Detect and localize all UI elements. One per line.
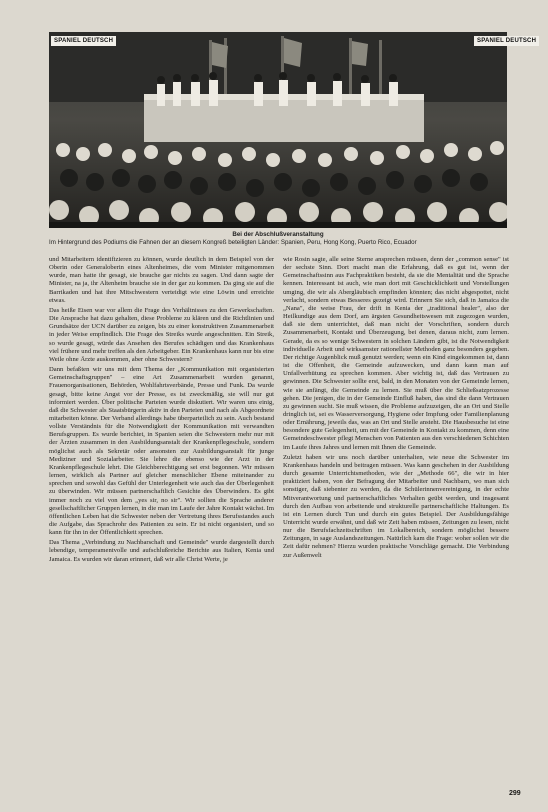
photo-label-right: SPANIEL DEUTSCH [474,36,539,46]
paragraph: wie Rosin sagte, alle seine Sterne ansprechen müssen, denn der „common sense" ist der sechste Sinn. Dort macht man die Erfahrung, daß es gut ist, wenn der Gemeinschaftssinn aus Fachpraktiken besteht, da sie die Mentalität und die Sprache kennen. Interessant ist auch, wie man dort mit Geschicklichkeit und Vorstellungen umging, die wir als Abergläubisch empfinden könnten; das nicht abgespottet, nicht verlacht, sondern etwas Besseres gezeigt wird. Erinnern Sie sich, daß in Jamaica die „Nana", die weise Frau, der drift in Kenia der „traditional healer", also der Heilkundige aus dem Dorf, am ärgsten Gesundheitswesen mit zugezogen wurden, daß sie dem unterrichtet, daß man nicht der Vorschriften, sondern durch Zusammenarbeit, Kontakt und Überzeugung, bei denen, daraus nicht, zum lernen. Gerade, da es so wenige Schwestern in solchen Ländern gibt, ist die Notwendigkeit individuelle Arbeit und wirksamster rationellster Methoden ganz besonders gegeben. Der richtige Augenblick muß genutzt werden; wenn ein Kind eingekommen ist, dann ist die Offenheit, die Gemeinde aufzuwecken, und dann kann man auf Unfallverhütung zu sprechen kommen. Aber wichtig ist, daß das Vertrauen zu gewinnen. Die Schwester sollte erst, bald, in den Monaten von der Gemeinde lernen, wie sie anfängt, die Gemeinde zu lernen. Sie muß über die Schließsatzprozesse gehen. Die jenigen, die in der Gemeinde Einfluß haben, das sind die dann Vertrauen zu gewinnen sucht. Sie muß wissen, die Probleme aufzuzeigen, die an Ort und Stelle dringlich ist, sei es Wasserversorgung, Hygiene oder Impfung oder Familienplanung oder Ernährung, jeweils das, was an Ort und Stelle ansteht. Die Hausbesuche ist eine besondere gute Gelegenheit, um mit der Gemeinde in Kontakt zu kommen, denn eine Gemeindeschwester pflegt Menschen von Patienten aus den verschiedenen Schichten im Laufe ihres Jahres und lernen mit Ihnen die Gemeinde. [283,256,509,451]
congress-photo [49,32,507,228]
audience-hall-image [49,32,507,228]
paragraph: Das Thema „Verbindung zu Nachbarschaft und Gemeinde" wurde dargestellt durch lebendige, temperamentvolle und aufschlußreiche Berichte aus Italien, Kenia und Jamaica. Es wurden wir daran erinnert, daß wir alle Christ Werte, je [49,539,274,563]
caption-title: Bei der Abschlußveranstaltung [232,231,324,238]
page-number: 299 [509,790,521,797]
photo-caption [49,231,507,247]
caption-text: Im Hintergrund des Podiums die Fahnen der an diesem Kongreß beteiligten Länder: Spanien, Peru, Hong Kong, Puerto Rico, Ecuador [49,239,417,246]
paragraph: Das heiße Eisen war vor allem die Frage des Verhältnisses zu den Gewerkschaften. Die Ansprache hat dazu gehalten, diese Probleme zu klären und die Richtlinien und Grundsätze der UCN darüber zu zeigen, bis zu einer konstruktiven Zusammenarbeit in jeder Weise empfindlich. Die Frage des Streiks wurde angeschnitten. Ein Streik, so wurde gesagt, würde das Ansehen des Berufes schädigen und das Krankenhaus viel frühere und mehr treffen als den Arbeitgeber. Ein Krankenhaus kann nur bis eine Weile ohne Ärzte auskommen, aber ohne Schwestern? [49,306,274,363]
text-column-right [283,256,509,562]
paragraph: Dann befaßten wir uns mit dem Thema der „Kommunikation mit organisierten Gemeinschaftsgruppen" – eine Art Zusammenarbeit wurden genannt, Frauenorganisationen, Behörden, Wohlfahrtsverbände, Presse und Funk. Da wurde gesagt, bitte keine Angst vor der Presse, es ist zweckmäßig, sie will nur gut informiert werden. Über politische Parteien wurde diskutiert. Wir waren uns einig, daß die Schwester als Staatsbürgerin aktiv in den Parteien und nach als Abgeordnete mitarbeiten könne. Der Verband allerdings habe überparteilich zu sein. Auch bestand vollste Verständnis für die Notwendigkeit der Kommunikation mit verwandten Berufsgruppen. Es wurde berichtet, in Spanien seien die Schwestern mehr nur mit der Ärzten zusammen in den Ausbildungsanstalt der Krankenpflegeschule, sondern möglichst auch als Sekretär oder ansonsten zur Ausbildungsanstalt für junge Mediziner und Sozialarbeiter. Sie lehre die ebenso wie der Arzt in der Krankenpflegeschule lehrt. Die Gleichberechtigung sei erst begonnen. Wir müssen lernen, wirklich als Partner auf gleicher menschlicher Ebene miteinander zu sprechen und sowohl das Gefühl der Unterlegenheit wie auch das der Überlegenheit zu überwinden. Wir müssen partnerschaftlich Gesichte des Überwinders. Es gibt immer noch zu viel von dem „yes sir, no sir". Wir sollten die Sprache anderer gesellschaftlicher Gruppen lernen, in die man im Laufe der Jahre Kontakt wächst. Im öffentlichen Leben hat die Schwester neben der Vertretung ihres Berufsstandes auch die Aufgabe, das Sprachrohr des Patienten zu sein. Er ist nicht organisiert, und so kann für ihn in der Öffentlichkeit sprechen. [49,366,274,537]
paragraph: Zuletzt haben wir uns noch darüber unterhalten, wie neue die Schwester im Krankenhaus handeln und beitragen müssen. Was kann geschehen in der Ausbildung durch gesamte Unterrichtsmethoden, wie der „Methode 66", die wir in hier praktiziert haben, von der Befragung der Mitarbeiter und Nachbarn, wo man sich sonstiger, daß siebenter zu werden, da die Schülerinnenvereinigung, in der echte Mitverantwortung und partnerschaftliches Verhalten geübt werden, und insgesamt durch den Aufbau von arbeitende und strukturelle partnerschaftliche Haltungen. Es ist ein Lernen durch Tun und durch ein gutes Beispiel. Der Ausbildungsfähige Unterricht wurde erwähnt, und daß wir Zeit haben müssen, Zeitungen zu lesen, nicht nur die Berufsfachzeitschriften im Lokalbereich, sondern möglichst bessere Zeitungen, in sage Auslandszeitungen. Natürlich kam die Frage: woher sollen wir die Zeit dafür nehmen? Hierzu wurden praktische Vorschläge gemacht. Die Verbindung zur Außenwelt [283,453,509,559]
paragraph: und Mitarbeitern identifizieren zu können, wurde deutlich in dem Beispiel von der Oberin oder Generaloberin eines Altenheimes, die vom Minister mitgenommen wurde, man hatte ihr gesagt, sie brauche gar nichts zu sagen. Und dann sagte der Minister, na ja, ihr Altenheim brauche sie in der gar zu kommen. Da ging sie auf die Barrikaden und hat ihre Mitschwestern verteidigt wie eine Löwin und erreichte etwas. [49,256,274,304]
photo-label-left: SPANIEL DEUTSCH [51,36,116,46]
text-column-left [49,256,274,566]
